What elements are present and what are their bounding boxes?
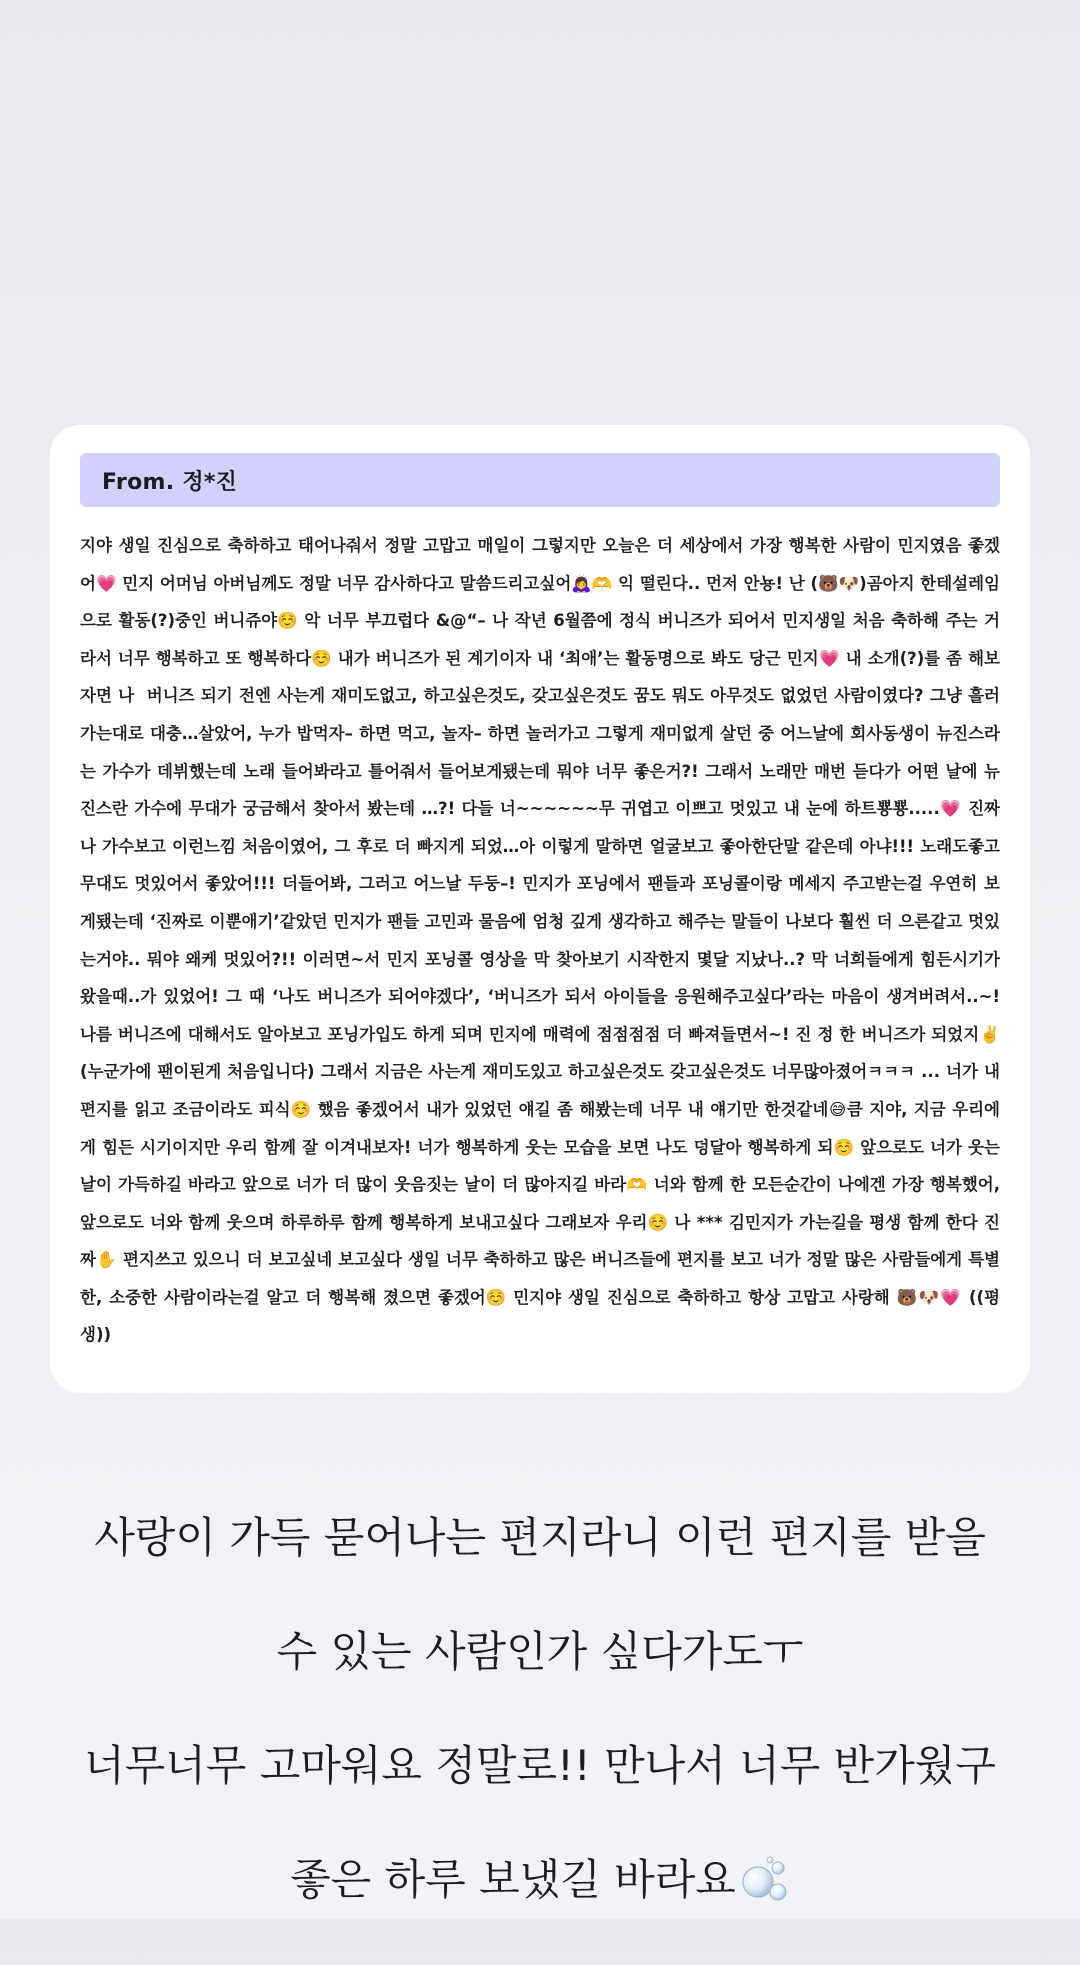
letter-body-text: 지야 생일 진심으로 축하하고 태어나줘서 정말 고맙고 매일이 그렇지만 오늘은 더 세상에서 가장 행복한 사람이 민지였음 좋겠어💗 민지 어머님 아버님께도 정말 너무 감사하다고 말씀드리고싶어🙇‍♀️🫶 익 떨린다.. 먼저 안뇽! 난 (🐻🐶)곰아지 한테설레임 으로 활동(?)중인 버니쥬야☺️ 악 너무 부끄럽다 &@“– 나 작년 6월쯤에 정식 버니즈가 되어서 민지생일 처음 축하해 주는 거라서 너무 행복하고 또 행복하다☺️ 내가 버니즈가 된 계기이자 내 ‘최애’는 활동명으로 봐도 당근 민지💗 내 소개(?)를 좀 해보자면 나 버니즈 되기 전엔 사는게 재미도없고, 하고싶은것도, 갖고싶은것도 꿈도 뭐도 아무것도 없었던 사람이였다? 그냥 흘러가는대로 대충…살았어, 누가 밥먹자– 하면 먹고, 놀자– 하면 놀러가고 그렇게 재미없게 살던 중 어느날에 회사동생이 뉴진스라는 가수가 데뷔했는데 노래 들어봐라고 틀어줘서 들어보게됐는데 뭐야 너무 좋은거?! 그래서 노래만 매번 듣다가 어떤 날에 뉴진스란 가수에 무대가 궁금해서 찾아서 봤는데 …?! 다들 너~~~~~~무 귀엽고 이쁘고 멋있고 내 눈에 하트뿅뿅.....💗 진짜 나 가수보고 이런느낌 처음이였어, 그 후로 더 빠지게 되었…아 이렇게 말하면 얼굴보고 좋아한단말 같은데 아냐!!! 노래도좋고 무대도 멋있어서 좋았어!!! 더들어봐, 그러고 어느날 두둥–! 민지가 포닝에서 팬들과 포닝콜이랑 메세지 주고받는걸 우연히 보게됐는데 ‘진짜로 이뿐애기’같았던 민지가 팬들 고민과 물음에 엄청 깊게 생각하고 해주는 말들이 나보다 훨씬 더 으른같고 멋있는거야.. 뭐야 왜케 멋있어?!! 이러면~서 민지 포닝콜 영상을 막 찾아보기 시작한지 몇달 지났나..? 막 너희들에게 힘든시기가 왔을때..가 있었어! 그 때 ‘나도 버니즈가 되어야겠다’, ‘버니즈가 되서 아이들을 응원해주고싶다’라는 마음이 생겨버려서..~! 나름 버니즈에 대해서도 알아보고 포닝가입도 하게 되며 민지에 매력에 점점점점 더 빠져들면서~! 진 정 한 버니즈가 되었지✌️(누군가에 팬이된게 처음입니다) 그래서 지금은 사는게 재미도있고 하고싶은것도 갖고싶은것도 너무많아졌어ㅋㅋㅋ ... 너가 내 편지를 읽고 조금이라도 피식☺️ 했음 좋겠어서 내가 있었던 얘길 좀 해봤는데 너무 내 얘기만 한것같네😅큼 지야, 지금 우리에게 힘든 시기이지만 우리 함께 잘 이겨내보자! 너가 행복하게 웃는 모습을 보면 나도 덩달아 행복하게 되☺️ 앞으로도 너가 웃는날이 가득하길 바라고 앞으로 너가 더 많이 웃음짓는 날이 더 많아지길 바라🫶 너와 함께 한 모든순간이 나에겐 가장 행복했어, 앞으로도 너와 함께 웃으며 하루하루 함께 행복하게 보내고싶다 그래보자 우리☺️ 나 *** 김민지가 가는길을 평생 함께 한다 진짜✋ 편지쓰고 있으니 더 보고싶네 보고싶다 생일 너무 축하하고 많은 버니즈들에 편지를 보고 너가 정말 많은 사람들에게 특별한, 소중한 사람이라는걸 알고 더 행복해 졌으면 좋겠어☺️ 민지야 생일 진심으로 축하하고 항상 고맙고 사랑해 🐻🐶💗 ((평생)) xyxy=(80,536,1006,1345)
story-caption xyxy=(50,1452,1030,1965)
caption-line-2: 수 있는 사람인가 싶다가도ㅜ xyxy=(276,1627,804,1676)
letter-header xyxy=(80,453,1000,507)
caption-line-3: 너무너무 고마워요 정말로!! 만나서 너무 반가웠구 xyxy=(84,1741,996,1790)
bubbles-icon xyxy=(740,1854,790,1902)
letter-from-label: From. 정*진 xyxy=(102,469,238,495)
caption-line-4-wrap xyxy=(50,1851,1030,1908)
caption-line-1: 사랑이 가득 묻어나는 편지라니 이런 편지를 받을 xyxy=(94,1513,986,1562)
caption-line-4: 좋은 하루 보냈길 바라요 xyxy=(290,1855,736,1904)
letter-card xyxy=(50,425,1030,1393)
